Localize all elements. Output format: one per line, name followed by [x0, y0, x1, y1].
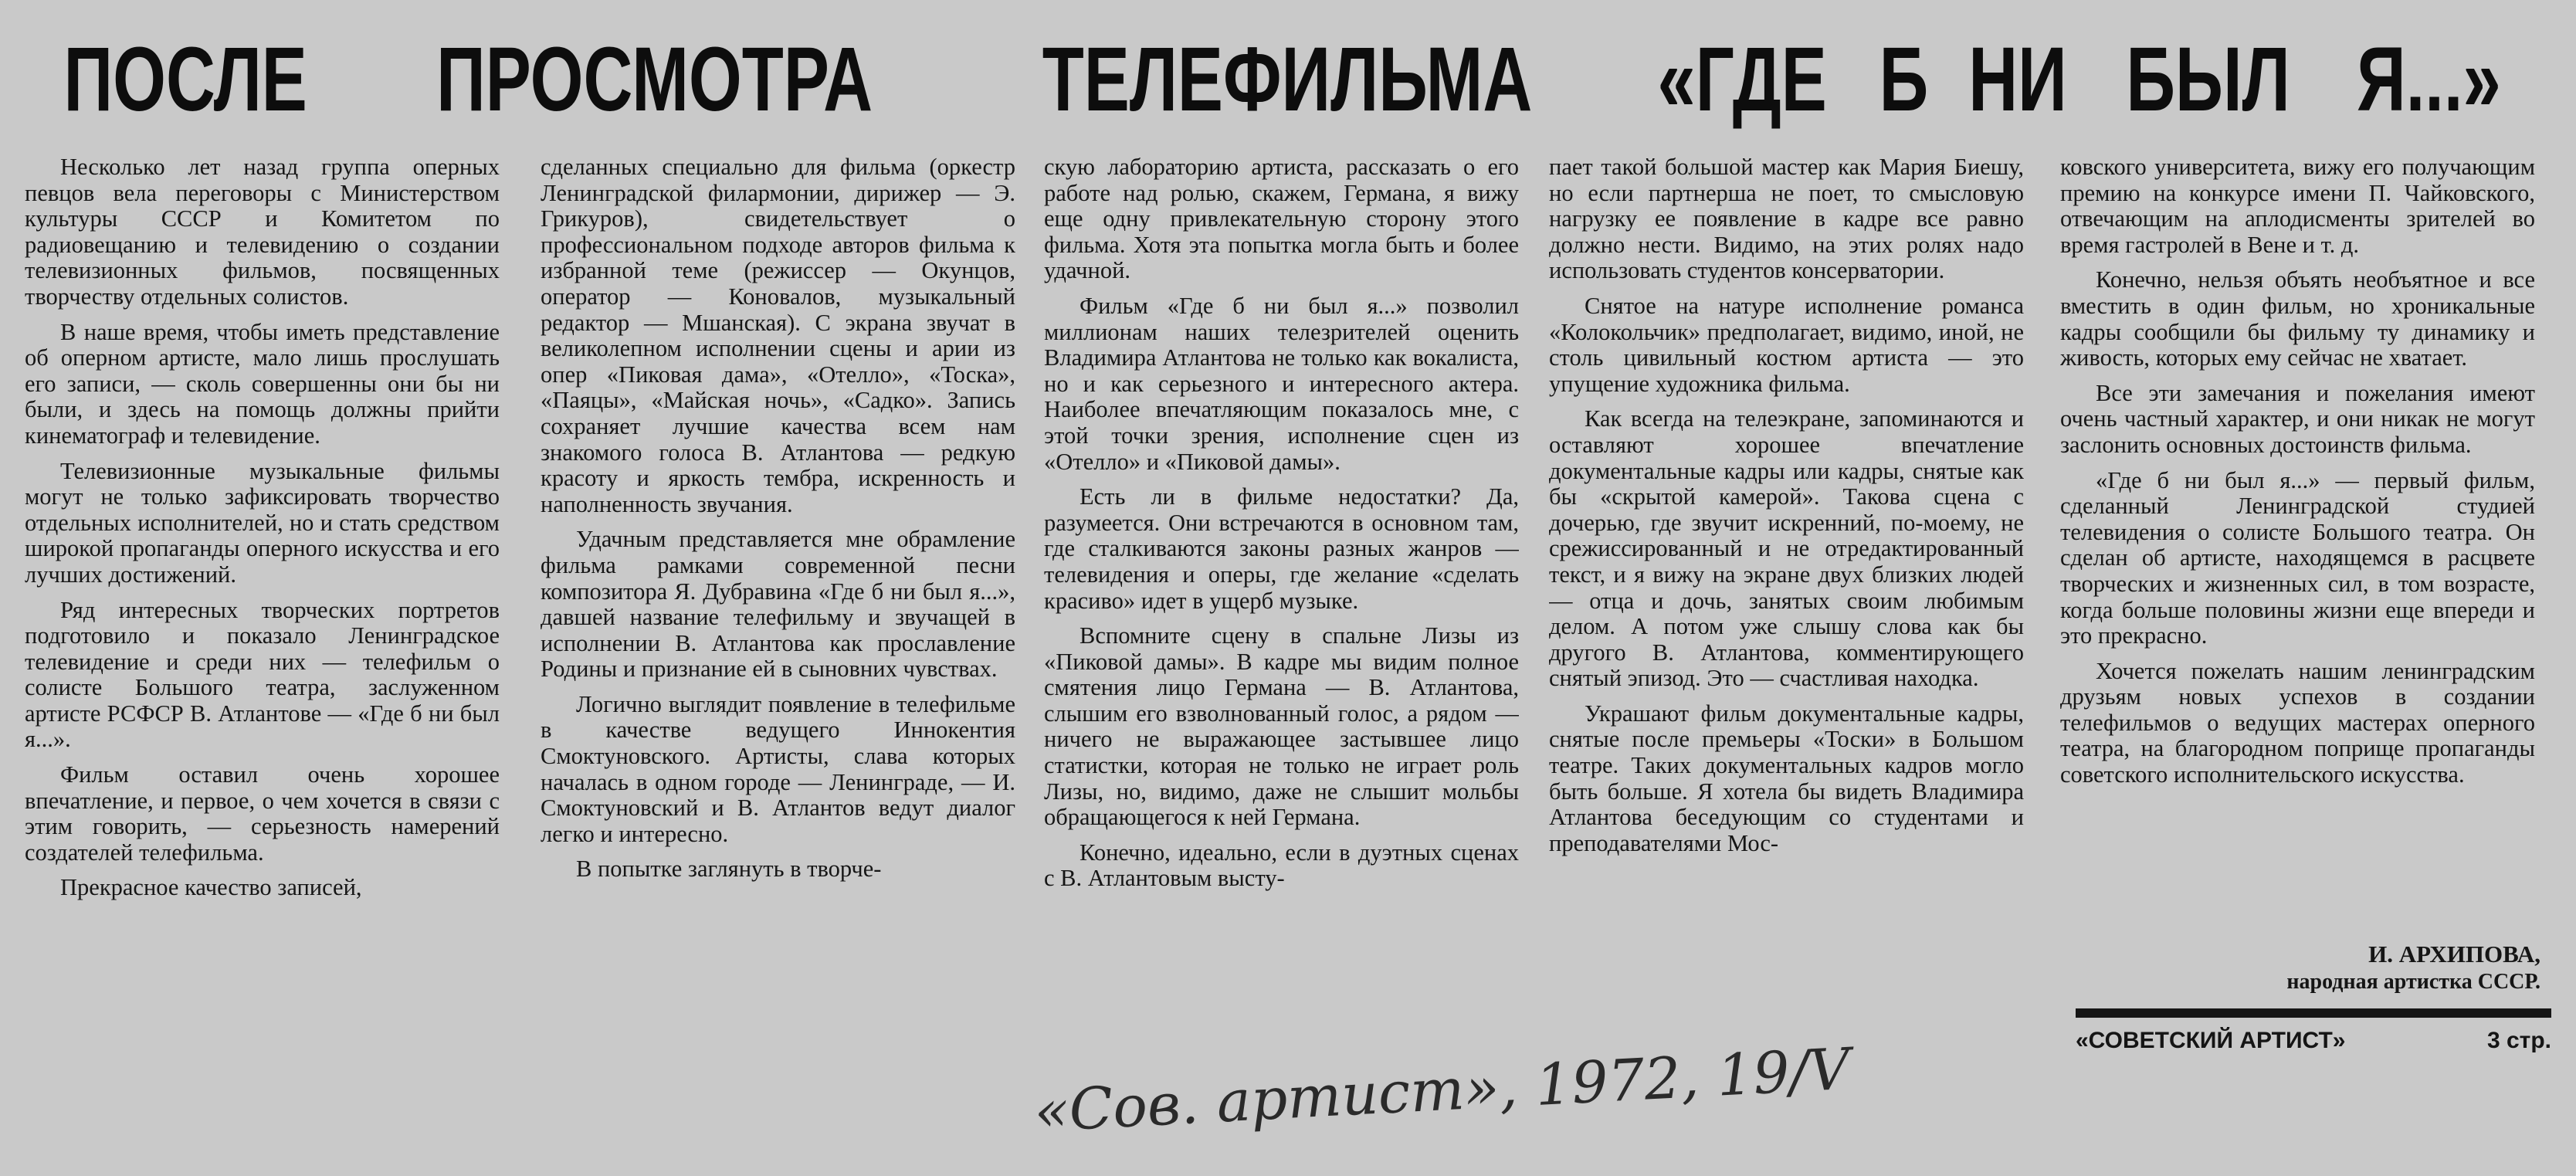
handwritten-annotation: «Сов. артист», 1972, 19/V	[1032, 1035, 1852, 1145]
paragraph: Логично выглядит появление в телефильме в качестве ведущего Иннокентия Смоктуновского. Артисты, слава которых началась в одном городе — Ленинграде, — И. Смоктуновский и В. Атлантов ведут диалог легко и интересно.	[541, 690, 1015, 847]
article-headline	[23, 29, 2525, 130]
paragraph: «Где б ни был я...» — первый фильм, сделанный Ленинградской студией телевидения о солисте Большого театра. Он сделан об артисте, находящемся в расцвете творческих и жизненных сил, в том возрасте, когда больше половины жизни еще впереди и это прекрасно.	[2060, 466, 2535, 649]
paragraph: Снятое на натуре исполнение романса «Колокольчик» предполагает, видимо, иной, не столь цивильный костюм артиста — это упущение художника фильма.	[1549, 292, 2024, 397]
paragraph: сделанных специально для фильма (оркестр Ленинградской филармонии, дирижер — Э. Грикуров), свидетельствует о профессиональном подходе авторов фильма к избранной теме (режиссер — Окунцов, оператор — Коновалов, музыкальный редактор — Мшанская). С экрана звучат в великолепном исполнении сцены и арии из опер «Пиковая дама», «Отелло», «Тоска», «Паяцы», «Майская ночь», «Садко». Запись сохраняет лучшие качества всем нам знакомого голоса В. Атлантова — редкую красоту и яркость тембра, искренность и наполненность звучания.	[541, 154, 1015, 517]
headline-word: Я...»	[2357, 29, 2501, 130]
paragraph: Украшают фильм документальные кадры, снятые после премьеры «Тоски» в Большом театре. Таких документальных кадров могло быть больше. Я хотела бы видеть Владимира Атлантова беседующим со студентами и преподавателями Мос-	[1549, 700, 2024, 856]
author-signature	[2077, 940, 2540, 996]
article-column-1	[25, 154, 500, 910]
article-column-5	[2060, 154, 2535, 798]
paragraph: скую лабораторию артиста, рассказать о его работе над ролью, скажем, Германа, я вижу еще одну привлекательную сторону этого фильма. Хотя эта попытка могла быть и более удачной.	[1044, 154, 1519, 284]
paragraph: ковского университета, вижу его получающим премию на конкурсе имени П. Чайковского, отвечающим на аплодисменты зрителей во время гастролей в Вене и т. д.	[2060, 154, 2535, 258]
paragraph: Фильм «Где б ни был я...» позволил миллионам наших телезрителей оценить Владимира Атлантова не только как вокалиста, но и как серьезного и интересного актера. Наиболее впечатляющим показалось мне, с этой точки зрения, исполнение сцен из «Отелло» и «Пиковой дамы».	[1044, 292, 1519, 475]
headline-word: ПРОСМОТРА	[436, 29, 873, 130]
footer-divider	[2076, 1008, 2551, 1018]
headline-word: БЫЛ	[2126, 29, 2290, 130]
newspaper-name: «СОВЕТСКИЙ АРТИСТ»	[2076, 1028, 2346, 1053]
article-column-4	[1549, 154, 2024, 866]
paragraph: Ряд интересных творческих портретов подготовило и показало Ленинградское телевидение и среди них — телефильм о солисте Большого театра, заслуженном артисте РСФСР В. Атлантове — «Где б ни был я...».	[25, 596, 500, 753]
paragraph: Есть ли в фильме недостатки? Да, разумеется. Они встречаются в основном там, где сталкиваются законы разных жанров — телевидения и оперы, где желание «сделать красиво» идет в ущерб музыке.	[1044, 483, 1519, 614]
headline-word: Б	[1879, 29, 1928, 130]
paragraph: Хочется пожелать нашим ленинградским друзьям новых успехов в создании телефильмов о ведущих мастерах оперного театра, на благородном поприще пропаганды советского исполнительского искусства.	[2060, 657, 2535, 788]
paragraph: Конечно, идеально, если в дуэтных сценах с В. Атлантовым высту-	[1044, 839, 1519, 892]
author-name: И. АРХИПОВА,	[2368, 940, 2540, 968]
paragraph: Как всегда на телеэкране, запоминаются и оставляют хорошее впечатление документальные кадры или кадры, снятые как бы «скрытой камерой». Такова сцена с дочерью, где звучит искренний, по-моему, не срежиссированный и не отредактированный текст, и я вижу на экране двух близких людей — отца и дочь, занятых своим любимым делом. А потом уже слышу слова как бы другого В. Атлантова, комментирующего снятый эпизод. Это — счастливая находка.	[1549, 405, 2024, 692]
paragraph: Вспомните сцену в спальне Лизы из «Пиковой дамы». В кадре мы видим полное смятения лицо Германа — В. Атлантова, слышим его взволнованный голос, а рядом — ничего не выражающее застывшее лицо статистки, которая не только не играет роль Лизы, но, видимо, даже не слышит мольбы обращающегося к ней Германа.	[1044, 622, 1519, 831]
page-number: 3 стр.	[2486, 1028, 2551, 1053]
article-column-3	[1044, 154, 1519, 901]
paragraph: Конечно, нельзя объять необъятное и все вместить в один фильм, но хроникальные кадры сообщили бы фильму ту динамику и живость, которых ему сейчас не хватает.	[2060, 266, 2535, 371]
headline-word: НИ	[1968, 29, 2067, 130]
paragraph: В наше время, чтобы иметь представление об оперном артисте, мало лишь прослушать его записи, — сколь совершенны они бы ни были, и здесь на помощь должны прийти кинематограф и телевидение.	[25, 318, 500, 449]
paragraph: Удачным представляется мне обрамление фильма рамками современной песни композитора Я. Дубравина «Где б ни был я...», давшей название телефильму и звучащей в исполнении В. Атлантова как прославление Родины и признание ей в сыновних чувствах.	[541, 526, 1015, 683]
headline-word: ПОСЛЕ	[63, 29, 307, 130]
paragraph: пает такой большой мастер как Мария Биешу, но если партнерша не поет, то смысловую нагрузку ее появление в кадре все равно должно нести. Видимо, на этих ролях надо использовать студентов консерватории.	[1549, 154, 2024, 284]
paragraph: Телевизионные музыкальные фильмы могут не только зафиксировать творчество отдельных исполнителей, но и стать средством широкой пропаганды оперного искусства и его лучших достижений.	[25, 457, 500, 588]
author-title: народная артистка СССР.	[2286, 970, 2540, 994]
page-footer	[2076, 1025, 2551, 1056]
article-column-2	[541, 154, 1015, 892]
paragraph: В попытке заглянуть в творче-	[576, 856, 882, 883]
headline-word: ТЕЛЕФИЛЬМА	[1042, 29, 1533, 130]
headline-word: «ГДЕ	[1657, 29, 1827, 130]
paragraph: Фильм оставил очень хорошее впечатление, и первое, о чем хочется в связи с этим говорить, — серьезность намерений создателей телефильма.	[25, 761, 500, 866]
paragraph: Прекрасное качество записей,	[60, 874, 362, 901]
paragraph: Все эти замечания и пожелания имеют очень частный характер, и они никак не могут заслонить основных достоинств фильма.	[2060, 379, 2535, 458]
paragraph: Несколько лет назад группа оперных певцов вела переговоры с Министерством культуры СССР и Комитетом по радиовещанию и телевидению о создании телевизионных фильмов, посвященных творчеству отдельных солистов.	[25, 154, 500, 310]
